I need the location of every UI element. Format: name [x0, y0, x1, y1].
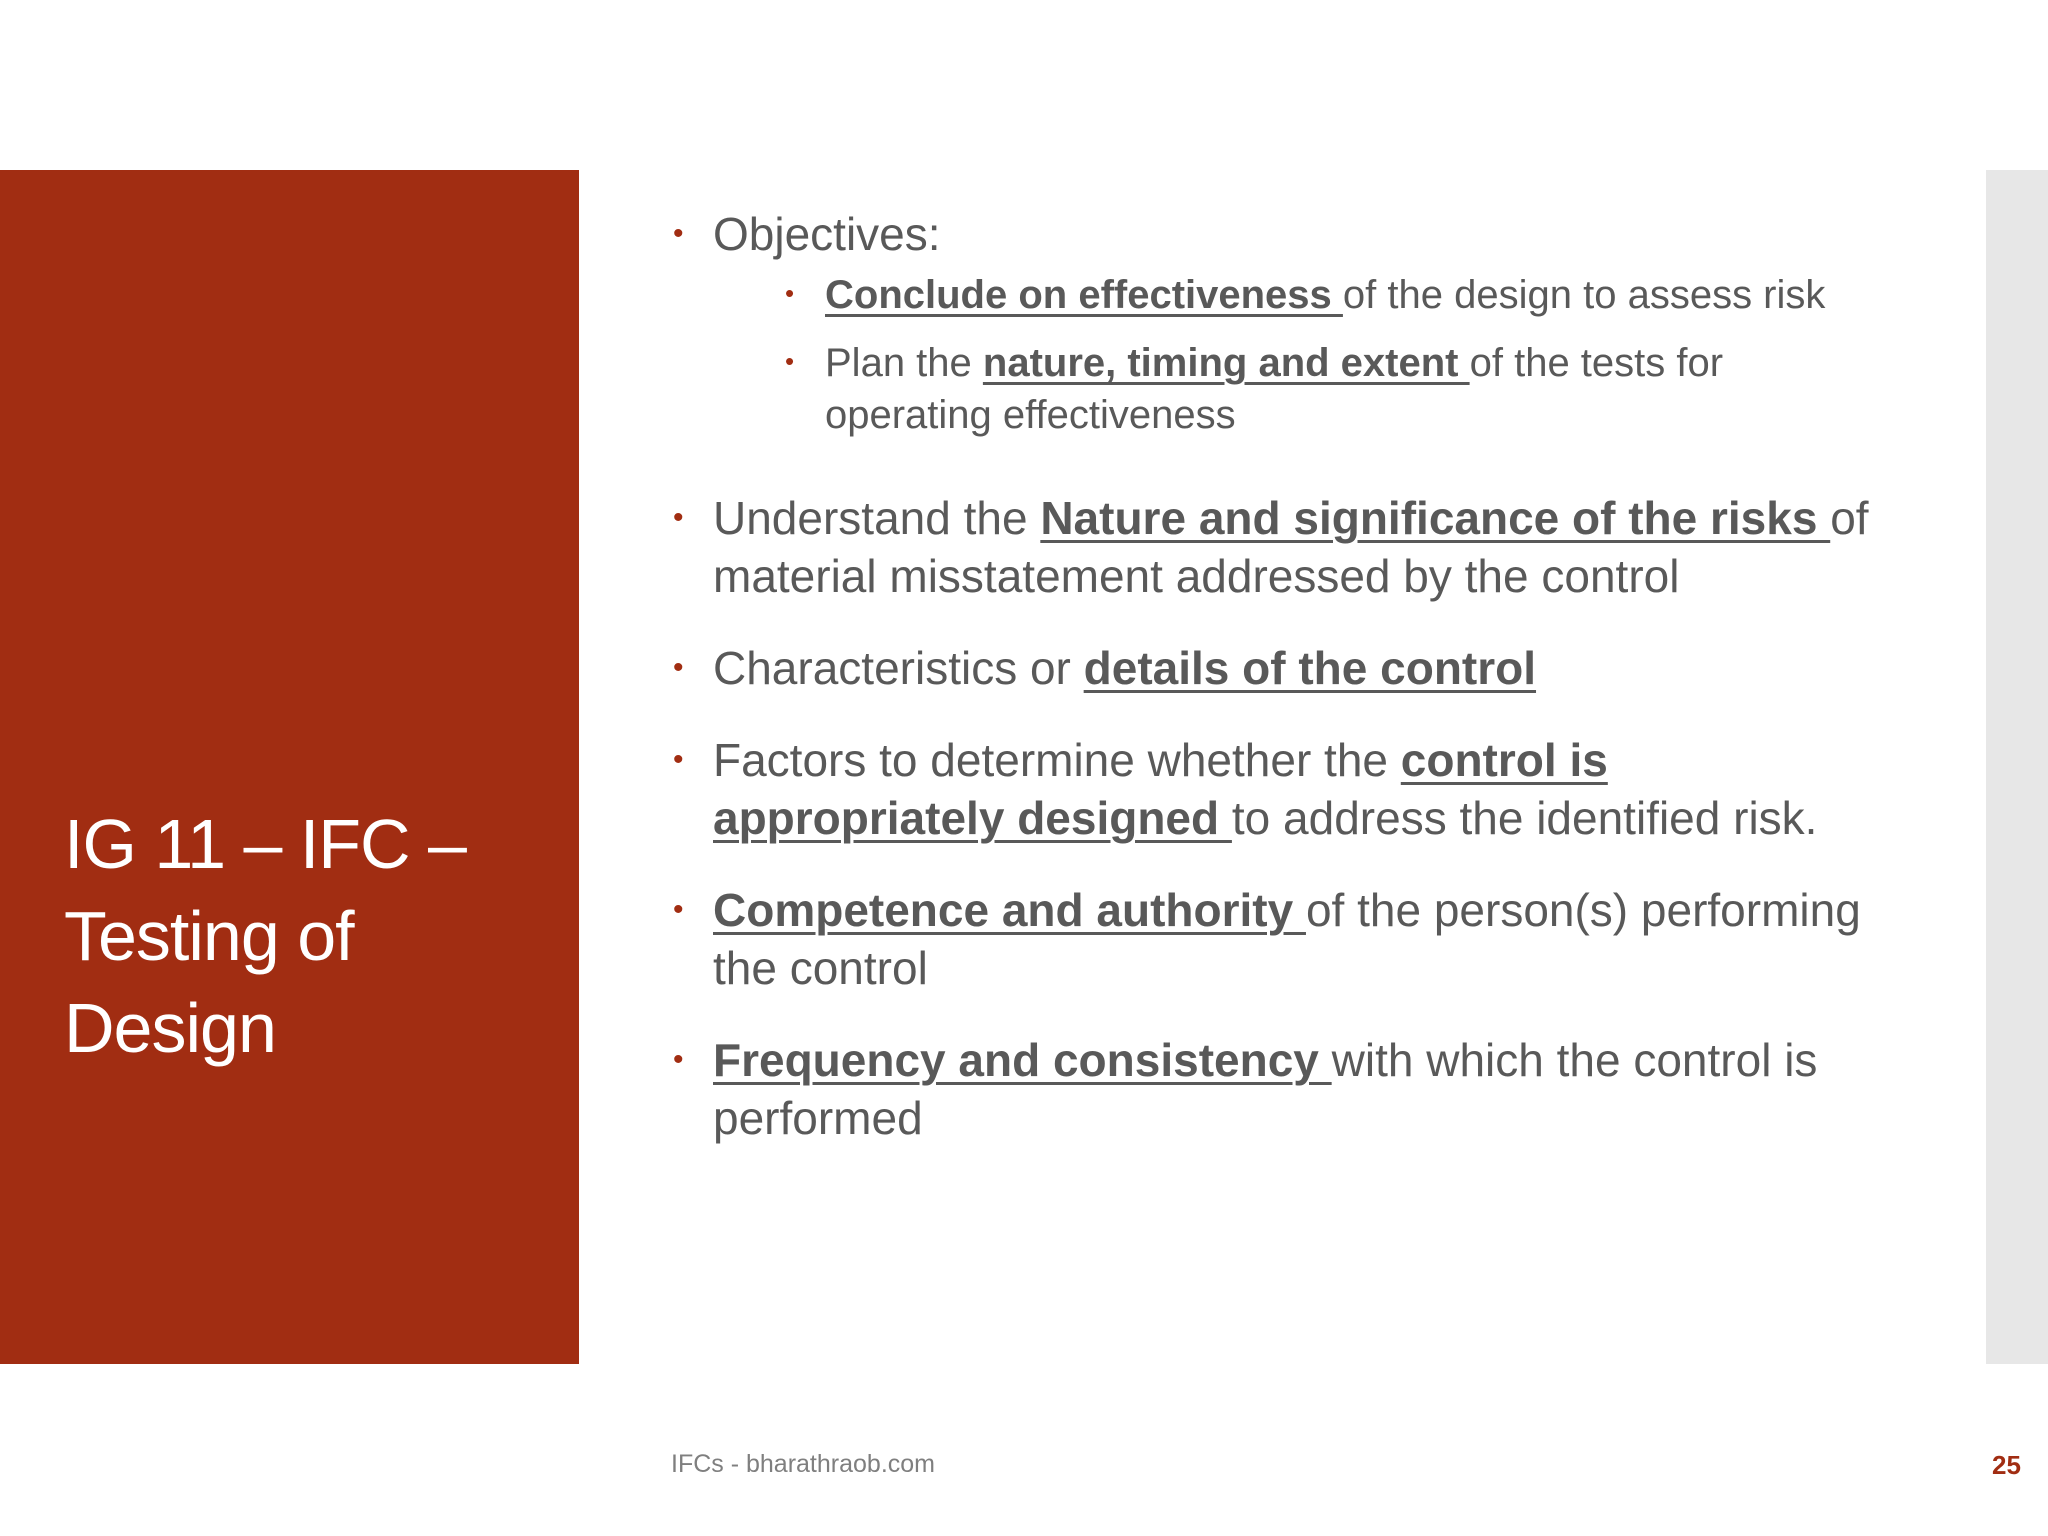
emphasis-text: Conclude on effectiveness [825, 273, 1343, 317]
slide-title-line-1: IG 11 – IFC – [64, 805, 466, 883]
bullet-characteristics [673, 639, 1873, 697]
bullet-factors [673, 731, 1873, 847]
sub-bullet-prefix: Plan the [825, 341, 983, 385]
sub-bullet-plan [785, 337, 1873, 441]
bullet-text: of the person(s) performing the control [713, 884, 1861, 994]
emphasis-text: control is appropriately designed [713, 734, 1608, 844]
emphasis-text: Frequency and consistency [713, 1034, 1332, 1086]
slide-content [673, 205, 1873, 1147]
slide-title [64, 798, 544, 1074]
bullet-text: to address the identified risk. [1231, 792, 1818, 844]
title-panel [0, 170, 579, 1364]
bullet-dot-icon: • [673, 217, 684, 250]
emphasis-text: Nature and significance of the risks [1040, 492, 1831, 544]
emphasis-text: nature, timing and extent [982, 341, 1470, 385]
sub-bullet-text: of the design to assess risk [1342, 273, 1826, 317]
bullet-dot-icon: • [673, 743, 684, 776]
emphasis-text: details of the control [1083, 642, 1537, 694]
bullet-dot-icon: • [673, 1043, 684, 1076]
emphasis-text: Competence and authority [713, 884, 1306, 936]
bullet-frequency [673, 1031, 1873, 1147]
right-decorative-strip [1986, 170, 2048, 1364]
page-number: 25 [1992, 1450, 2021, 1480]
sub-bullet-text: of the tests for operating effectiveness [825, 341, 1724, 437]
sub-bullet-conclude [785, 269, 1873, 321]
bullet-prefix: Characteristics or [713, 642, 1084, 694]
slide-title-line-2: Testing of [64, 897, 354, 975]
bullet-dot-icon: • [673, 501, 684, 534]
footer-text: IFCs - bharathraob.com [671, 1450, 935, 1478]
bullet-nature-significance [673, 489, 1873, 605]
bullet-objectives [673, 205, 1873, 263]
bullet-text: with which the control is performed [713, 1034, 1818, 1144]
bullet-prefix: Understand the [713, 492, 1041, 544]
bullet-dot-icon: • [785, 278, 795, 308]
slide-title-line-3: Design [64, 989, 276, 1067]
bullet-competence [673, 881, 1873, 997]
bullet-text: of material misstatement addressed by the control [713, 492, 1869, 602]
bullet-dot-icon: • [673, 893, 684, 926]
bullet-prefix: Factors to determine whether the [713, 734, 1401, 786]
bullet-dot-icon: • [673, 651, 684, 684]
objectives-label: Objectives: [713, 208, 941, 260]
bullet-dot-icon: • [785, 346, 795, 376]
